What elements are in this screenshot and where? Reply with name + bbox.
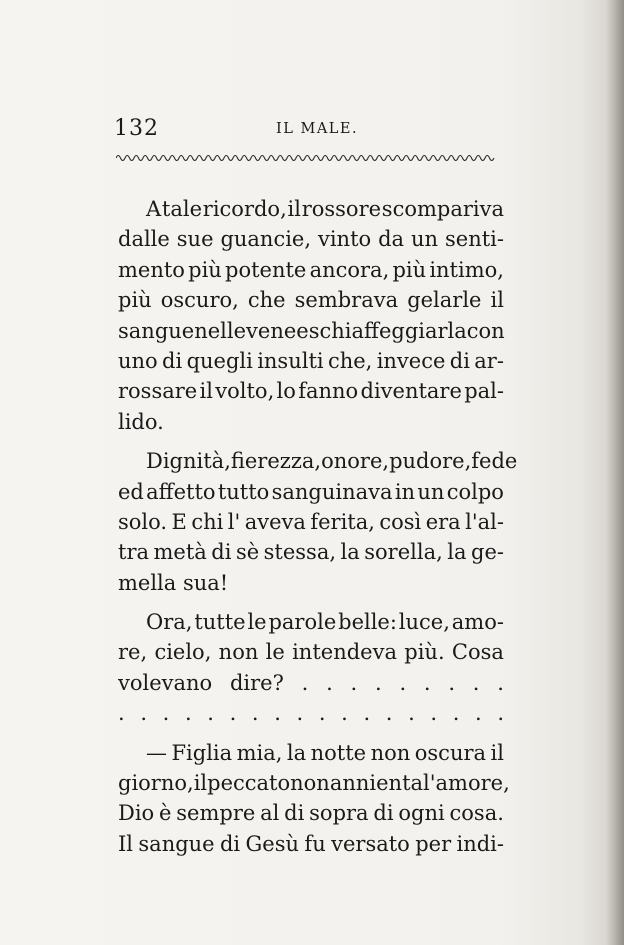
running-head bbox=[114, 116, 504, 146]
text-line: Ora, tutte le parole belle: luce, amo- bbox=[146, 610, 504, 635]
text-line: re, cielo, non le intendeva più. Cosa bbox=[118, 640, 504, 665]
wavy-rule-ornament-icon bbox=[116, 152, 496, 164]
text-line: ed affetto tutto sanguinava in un colpo bbox=[118, 479, 504, 504]
body-text bbox=[118, 194, 518, 859]
text-line: A tale ricordo, il rossore scompariva bbox=[146, 197, 504, 221]
chapter-title: IL MALE. bbox=[276, 121, 359, 137]
text-line: Dio è sempre al di sopra di ogni cosa. bbox=[118, 801, 504, 826]
text-line: uno di quegli insulti che, invece di ar- bbox=[118, 348, 504, 373]
ellipsis-line: . . . . . . . . . . . . . . . . . . bbox=[118, 701, 504, 726]
text-line: giorno, il peccato non annienta l'amore, bbox=[118, 771, 510, 796]
page-edge-shadow bbox=[606, 0, 624, 945]
text-line: — Figlia mia, la notte non oscura il bbox=[146, 740, 504, 765]
text-line: Dignità, fierezza, onore, pudore, fede bbox=[146, 449, 518, 474]
text-line: tra metà di sè stessa, la sorella, la ge- bbox=[118, 540, 504, 565]
text-line: più oscuro, che sembrava gelarle il bbox=[118, 288, 504, 313]
page-number: 132 bbox=[114, 116, 159, 141]
text-line: lido. bbox=[118, 409, 164, 434]
text-line: mella sua! bbox=[118, 570, 229, 595]
text-line: solo. E chi l' aveva ferita, così era l'al- bbox=[118, 509, 504, 534]
text-line: Il sangue di Gesù fu versato per indi- bbox=[118, 831, 504, 856]
text-line: volevano dire? . . . . . . . . . bbox=[118, 670, 504, 695]
text-line: sangue nelle vene e schiaffeggiarla con bbox=[118, 318, 505, 343]
text-line: mento più potente ancora, più intimo, bbox=[118, 257, 504, 282]
text-line: rossare il volto, lo fanno diventare pal- bbox=[118, 379, 504, 404]
text-line: dalle sue guancie, vinto da un senti- bbox=[118, 227, 504, 252]
